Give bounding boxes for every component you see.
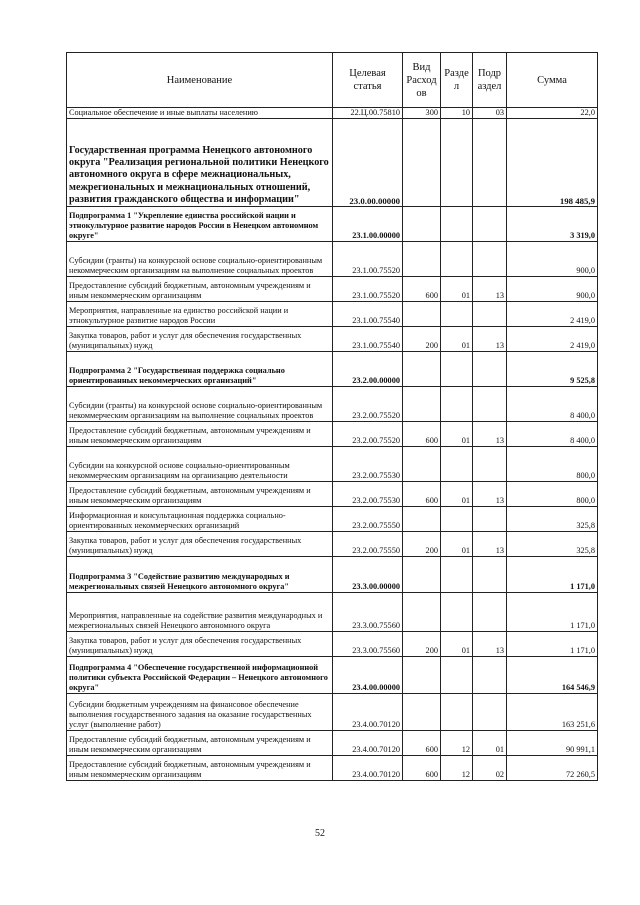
row-code: 23.2.00.75520 — [333, 387, 403, 422]
row-razdel — [441, 302, 473, 327]
row-sum: 800,0 — [507, 447, 598, 482]
table-row — [67, 557, 598, 593]
budget-table — [66, 52, 598, 781]
row-code: 23.1.00.00000 — [333, 207, 403, 242]
table-body — [67, 108, 598, 781]
row-vid — [403, 447, 441, 482]
row-razdel — [441, 447, 473, 482]
table-row — [67, 632, 598, 657]
row-podrazdel — [473, 694, 507, 731]
row-razdel: 01 — [441, 532, 473, 557]
row-name: Субсидии (гранты) на конкурсной основе социально-ориентированным некоммерческим организациям на выполнение социальных проектов — [67, 242, 333, 277]
row-podrazdel — [473, 593, 507, 632]
row-code: 23.2.00.75530 — [333, 447, 403, 482]
row-podrazdel — [473, 207, 507, 242]
row-sum: 325,8 — [507, 532, 598, 557]
row-razdel — [441, 694, 473, 731]
row-code: 23.3.00.75560 — [333, 632, 403, 657]
table-row — [67, 694, 598, 731]
row-code: 23.2.00.00000 — [333, 352, 403, 387]
row-name: Закупка товаров, работ и услуг для обеспечения государственных (муниципальных) нужд — [67, 327, 333, 352]
row-code: 23.4.00.70120 — [333, 756, 403, 781]
row-sum: 9 525,8 — [507, 352, 598, 387]
row-sum: 3 319,0 — [507, 207, 598, 242]
row-podrazdel: 01 — [473, 731, 507, 756]
row-vid — [403, 242, 441, 277]
row-podrazdel — [473, 352, 507, 387]
row-vid — [403, 507, 441, 532]
row-razdel — [441, 207, 473, 242]
row-code: 23.2.00.75530 — [333, 482, 403, 507]
header-row — [67, 53, 598, 108]
table-row — [67, 387, 598, 422]
row-vid: 200 — [403, 532, 441, 557]
row-sum: 90 991,1 — [507, 731, 598, 756]
row-razdel — [441, 593, 473, 632]
header-podrazdel: Подр аздел — [473, 53, 507, 108]
row-name: Предоставление субсидий бюджетным, автономным учреждениям и иным некоммерческим организациям — [67, 482, 333, 507]
table-row — [67, 422, 598, 447]
row-podrazdel — [473, 557, 507, 593]
row-razdel: 01 — [441, 482, 473, 507]
row-vid — [403, 694, 441, 731]
table-row — [67, 277, 598, 302]
row-code: 23.1.00.75520 — [333, 277, 403, 302]
row-vid — [403, 387, 441, 422]
table-row — [67, 119, 598, 207]
row-name: Предоставление субсидий бюджетным, автономным учреждениям и иным некоммерческим организациям — [67, 756, 333, 781]
row-name: Государственная программа Ненецкого автономного округа "Реализация региональной политики Ненецкого автономного округа в сфере межнациональных, межрегиональных и межнациональных отношений, развития гражданского общества и информации" — [67, 119, 333, 207]
row-razdel — [441, 507, 473, 532]
row-podrazdel: 13 — [473, 532, 507, 557]
row-vid: 600 — [403, 422, 441, 447]
row-podrazdel — [473, 657, 507, 694]
row-podrazdel: 13 — [473, 482, 507, 507]
row-vid — [403, 119, 441, 207]
row-vid: 200 — [403, 327, 441, 352]
row-razdel — [441, 657, 473, 694]
row-code: 23.4.00.00000 — [333, 657, 403, 694]
row-razdel — [441, 557, 473, 593]
row-name: Мероприятия, направленные на содействие развития международных и межрегиональных связей Ненецкого автономного округа — [67, 593, 333, 632]
table-row — [67, 108, 598, 119]
row-code: 22.Ц.00.75810 — [333, 108, 403, 119]
row-name: Мероприятия, направленные на единство российской нации и этнокультурное развитие народов России — [67, 302, 333, 327]
row-code: 23.4.00.70120 — [333, 694, 403, 731]
row-vid — [403, 657, 441, 694]
row-sum: 2 419,0 — [507, 327, 598, 352]
row-name: Закупка товаров, работ и услуг для обеспечения государственных (муниципальных) нужд — [67, 532, 333, 557]
row-vid: 600 — [403, 756, 441, 781]
row-razdel: 12 — [441, 731, 473, 756]
row-podrazdel: 02 — [473, 756, 507, 781]
row-sum: 325,8 — [507, 507, 598, 532]
row-podrazdel — [473, 242, 507, 277]
table-row — [67, 657, 598, 694]
table-row — [67, 532, 598, 557]
row-razdel: 01 — [441, 422, 473, 447]
row-sum: 900,0 — [507, 277, 598, 302]
row-podrazdel: 13 — [473, 277, 507, 302]
row-name: Информационная и консультационная поддержка социально-ориентированных некоммерческих организаций — [67, 507, 333, 532]
row-sum: 900,0 — [507, 242, 598, 277]
row-vid — [403, 302, 441, 327]
row-sum: 22,0 — [507, 108, 598, 119]
header-razdel: Разде л — [441, 53, 473, 108]
row-vid — [403, 352, 441, 387]
row-name: Субсидии (гранты) на конкурсной основе социально-ориентированным некоммерческим организациям на выполнение социальных проектов — [67, 387, 333, 422]
row-sum: 8 400,0 — [507, 387, 598, 422]
table-row — [67, 731, 598, 756]
row-podrazdel: 13 — [473, 632, 507, 657]
row-vid — [403, 593, 441, 632]
row-code: 23.4.00.70120 — [333, 731, 403, 756]
row-vid: 600 — [403, 482, 441, 507]
row-razdel: 01 — [441, 632, 473, 657]
table-row — [67, 756, 598, 781]
row-vid — [403, 557, 441, 593]
table-row — [67, 447, 598, 482]
row-razdel — [441, 387, 473, 422]
table-row — [67, 242, 598, 277]
row-name: Подпрограмма 2 "Государственная поддержка социально ориентированных некоммерческих организаций" — [67, 352, 333, 387]
table-row — [67, 302, 598, 327]
row-name: Субсидии бюджетным учреждениям на финансовое обеспечение выполнения государственного задания на оказание государственных услуг (выполнение работ) — [67, 694, 333, 731]
table-row — [67, 507, 598, 532]
table-row — [67, 482, 598, 507]
row-podrazdel — [473, 507, 507, 532]
row-sum: 2 419,0 — [507, 302, 598, 327]
row-sum: 1 171,0 — [507, 557, 598, 593]
table-row — [67, 352, 598, 387]
row-podrazdel — [473, 447, 507, 482]
row-code: 23.3.00.75560 — [333, 593, 403, 632]
table-row — [67, 327, 598, 352]
row-vid: 600 — [403, 731, 441, 756]
row-sum: 164 546,9 — [507, 657, 598, 694]
row-name: Предоставление субсидий бюджетным, автономным учреждениям и иным некоммерческим организациям — [67, 422, 333, 447]
row-vid: 200 — [403, 632, 441, 657]
row-code: 23.1.00.75520 — [333, 242, 403, 277]
row-razdel: 01 — [441, 277, 473, 302]
row-sum: 1 171,0 — [507, 593, 598, 632]
row-code: 23.1.00.75540 — [333, 327, 403, 352]
row-podrazdel: 03 — [473, 108, 507, 119]
row-vid — [403, 207, 441, 242]
table-row — [67, 593, 598, 632]
row-sum: 198 485,9 — [507, 119, 598, 207]
row-name: Предоставление субсидий бюджетным, автономным учреждениям и иным некоммерческим организациям — [67, 731, 333, 756]
row-razdel: 12 — [441, 756, 473, 781]
row-razdel: 10 — [441, 108, 473, 119]
row-name: Предоставление субсидий бюджетным, автономным учреждениям и иным некоммерческим организациям — [67, 277, 333, 302]
row-podrazdel: 13 — [473, 422, 507, 447]
header-code: Целевая статья — [333, 53, 403, 108]
row-vid: 300 — [403, 108, 441, 119]
page-number: 52 — [315, 828, 325, 839]
header-sum: Сумма — [507, 53, 598, 108]
row-name: Субсидии на конкурсной основе социально-ориентированным некоммерческим организациям на организацию деятельности — [67, 447, 333, 482]
row-name: Подпрограмма 3 "Содействие развитию международных и межрегиональных связей Ненецкого автономного округа" — [67, 557, 333, 593]
row-name: Закупка товаров, работ и услуг для обеспечения государственных (муниципальных) нужд — [67, 632, 333, 657]
row-sum: 163 251,6 — [507, 694, 598, 731]
row-razdel — [441, 242, 473, 277]
row-razdel — [441, 119, 473, 207]
row-code: 23.1.00.75540 — [333, 302, 403, 327]
row-code: 23.2.00.75550 — [333, 532, 403, 557]
row-razdel: 01 — [441, 327, 473, 352]
table-row — [67, 207, 598, 242]
row-podrazdel — [473, 302, 507, 327]
row-sum: 1 171,0 — [507, 632, 598, 657]
row-sum: 800,0 — [507, 482, 598, 507]
header-vid: Вид Расход ов — [403, 53, 441, 108]
row-code: 23.0.00.00000 — [333, 119, 403, 207]
row-name: Социальное обеспечение и иные выплаты населению — [67, 108, 333, 119]
row-podrazdel — [473, 387, 507, 422]
row-podrazdel: 13 — [473, 327, 507, 352]
row-name: Подпрограмма 4 "Обеспечение государственной информационной политики субъекта Российской Федерации – Ненецкого автономного округа" — [67, 657, 333, 694]
row-code: 23.2.00.75550 — [333, 507, 403, 532]
row-code: 23.3.00.00000 — [333, 557, 403, 593]
row-vid: 600 — [403, 277, 441, 302]
row-code: 23.2.00.75520 — [333, 422, 403, 447]
row-name: Подпрограмма 1 "Укрепление единства российской нации и этнокультурное развитие народов России в Ненецком автономном округе" — [67, 207, 333, 242]
row-podrazdel — [473, 119, 507, 207]
row-razdel — [441, 352, 473, 387]
row-sum: 72 260,5 — [507, 756, 598, 781]
row-sum: 8 400,0 — [507, 422, 598, 447]
header-name: Наименование — [67, 53, 333, 108]
